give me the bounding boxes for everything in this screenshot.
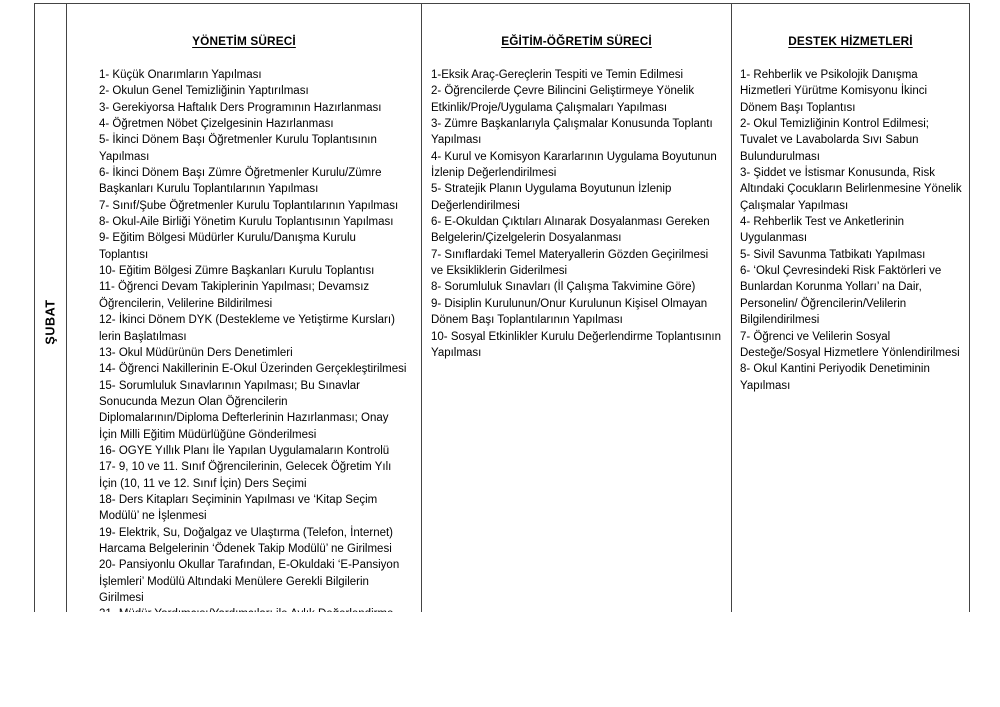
list-item: 8- Okul-Aile Birliği Yönetim Kurulu Toplantısının Yapılması — [99, 216, 394, 229]
list-item: 9- Eğitim Bölgesi Müdürler Kurulu/Danışma Kurulu Toplantısı — [99, 232, 359, 261]
column-egitim-ogretim-sureci — [422, 4, 732, 640]
list-item: 19- Elektrik, Su, Doğalgaz ve Ulaştırma (Telefon, İnternet) Harcama Belgelerinin ‘Ödenek Takip Modülü’ ne Girilmesi — [99, 526, 397, 555]
list-item: 10- Sosyal Etkinlikler Kurulu Değerlendirme Toplantısının Yapılması — [431, 330, 724, 359]
page-bottom-whitespace — [0, 612, 1000, 707]
list-item: 9- Disiplin Kurulunun/Onur Kurulunun Kişisel Olmayan Dönem Başı Toplantılarının Yapılması — [431, 297, 711, 327]
list-item: 4- Rehberlik Test ve Anketlerinin Uygulanması — [740, 216, 908, 245]
item-list-yonetim — [67, 67, 421, 639]
list-item: 7- Öğrenci ve Velilerin Sosyal Desteğe/Sosyal Hizmetlere Yönlendirilmesi — [740, 330, 960, 359]
list-item: 13- Okul Müdürünün Ders Denetimleri — [99, 346, 293, 359]
list-item: 5- Sivil Savunma Tatbikatı Yapılması — [740, 248, 926, 261]
column-egitim-content — [422, 34, 731, 361]
list-item: 18- Ders Kitapları Seçiminin Yapılması ve ‘Kitap Seçim Modülü’ ne İşlenmesi — [99, 493, 381, 523]
item-list-egitim — [422, 67, 731, 361]
list-item: 5- İkinci Dönem Başı Öğretmenler Kurulu Toplantısının Yapılması — [99, 134, 380, 163]
list-item: 8- Sorumluluk Sınavları (İl Çalışma Takvimine Göre) — [431, 281, 696, 294]
list-item: 8- Okul Kantini Periyodik Denetiminin Yapılması — [740, 363, 933, 392]
list-item: 1-Eksik Araç-Gereçlerin Tespiti ve Temin Edilmesi — [431, 69, 684, 81]
column-destek-content — [732, 34, 969, 394]
list-item: 3- Gerekiyorsa Haftalık Ders Programının Hazırlanması — [99, 101, 382, 114]
column-yonetim-sureci — [67, 4, 422, 640]
list-item: 2- Okulun Genel Temizliğinin Yaptırılması — [99, 85, 309, 98]
list-item: 4- Kurul ve Komisyon Kararlarının Uygulama Boyutunun İzlenip Değerlendirilmesi — [431, 150, 720, 180]
list-item: 2- Okul Temizliğinin Kontrol Edilmesi; Tuvalet ve Lavabolarda Sıvı Sabun Bulundurulması — [740, 118, 932, 163]
list-item: 6- E-Okuldan Çıktıları Alınarak Dosyalanması Gereken Belgelerin/Çizelgelerin Dosyalanması — [431, 216, 713, 245]
month-label-cell — [35, 4, 67, 640]
list-item: 14- Öğrenci Nakillerinin E-Okul Üzerinden Gerçekleştirilmesi — [99, 363, 407, 376]
list-item: 20- Pansiyonlu Okullar Tarafından, E-Okuldaki ‘E-Pansiyon İşlemleri’ Modülü Altındaki Menülere Gerekli Bilgilerin Girilmesi — [99, 559, 403, 604]
column-header-yonetim: YÖNETİM SÜRECİ — [192, 34, 296, 48]
column-header-egitim: EĞİTİM-ÖĞRETİM SÜRECİ — [501, 34, 652, 48]
list-item: 12- İkinci Dönem DYK (Destekleme ve Yetiştirme Kursları) lerin Başlatılması — [99, 314, 399, 343]
table-row — [35, 4, 970, 640]
list-item: 6- ‘Okul Çevresindeki Risk Faktörleri ve Bunlardan Korunma Yolları’ na Dair, Personelin/ Öğrencilerin/Velilerin Bilgilendirilmesi — [740, 265, 945, 327]
list-item: 3- Zümre Başkanlarıyla Çalışmalar Konusunda Toplantı Yapılması — [431, 118, 719, 147]
month-label-subat: ŞUBAT — [43, 298, 58, 345]
column-header-destek: DESTEK HİZMETLERİ — [788, 34, 913, 48]
list-item: 11- Öğrenci Devam Takiplerinin Yapılması; Devamsız Öğrencilerin, Velilerine Bildirilmesi — [99, 281, 373, 310]
column-yonetim-content — [67, 34, 421, 639]
list-item: 6- İkinci Dönem Başı Zümre Öğretmenler Kurulu/Zümre Başkanları Kurulu Toplantılarının Yapılması — [99, 167, 385, 196]
column-destek-hizmetleri — [732, 4, 970, 640]
list-item: 4- Öğretmen Nöbet Çizelgesinin Hazırlanması — [99, 118, 334, 131]
list-item: 7- Sınıflardaki Temel Materyallerin Gözden Geçirilmesi ve Eksikliklerin Giderilmesi — [431, 248, 712, 278]
list-item: 16- OGYE Yıllık Planı İle Yapılan Uygulamaların Kontrolü — [99, 444, 390, 457]
list-item: 10- Eğitim Bölgesi Zümre Başkanları Kurulu Toplantısı — [99, 265, 375, 278]
list-item: 15- Sorumluluk Sınavlarının Yapılması; Bu Sınavlar Sonucunda Mezun Olan Öğrencilerin Diplomalarının/Diploma Defterlerinin Hazırlanması; Onay İçin Milli Eğitim Müdürlüğüne Gönderilmesi — [99, 379, 392, 441]
monthly-plan-table — [34, 3, 970, 640]
list-item: 2- Öğrencilerde Çevre Bilincini Geliştirmeye Yönelik Etkinlik/Proje/Uygulama Çalışmaları Yapılması — [431, 85, 698, 114]
item-list-destek — [732, 67, 969, 394]
list-item: 5- Stratejik Planın Uygulama Boyutunun İzlenip Değerlendirilmesi — [431, 183, 675, 212]
list-item: 1- Küçük Onarımların Yapılması — [99, 69, 262, 81]
list-item: 7- Sınıf/Şube Öğretmenler Kurulu Toplantılarının Yapılması — [99, 199, 399, 212]
month-label-wrapper — [35, 4, 66, 639]
list-item: 17- 9, 10 ve 11. Sınıf Öğrencilerinin, Gelecek Öğretim Yılı İçin (10, 11 ve 12. Sınıf İçin) Ders Seçimi — [99, 461, 395, 490]
list-item: 3- Şiddet ve İstismar Konusunda, Risk Altındaki Çocukların Belirlenmesine Yönelik Çalışmalar Yapılması — [740, 167, 965, 212]
list-item: 1- Rehberlik ve Psikolojik Danışma Hizmetleri Yürütme Komisyonu İkinci Dönem Başı Toplantısı — [740, 69, 931, 114]
